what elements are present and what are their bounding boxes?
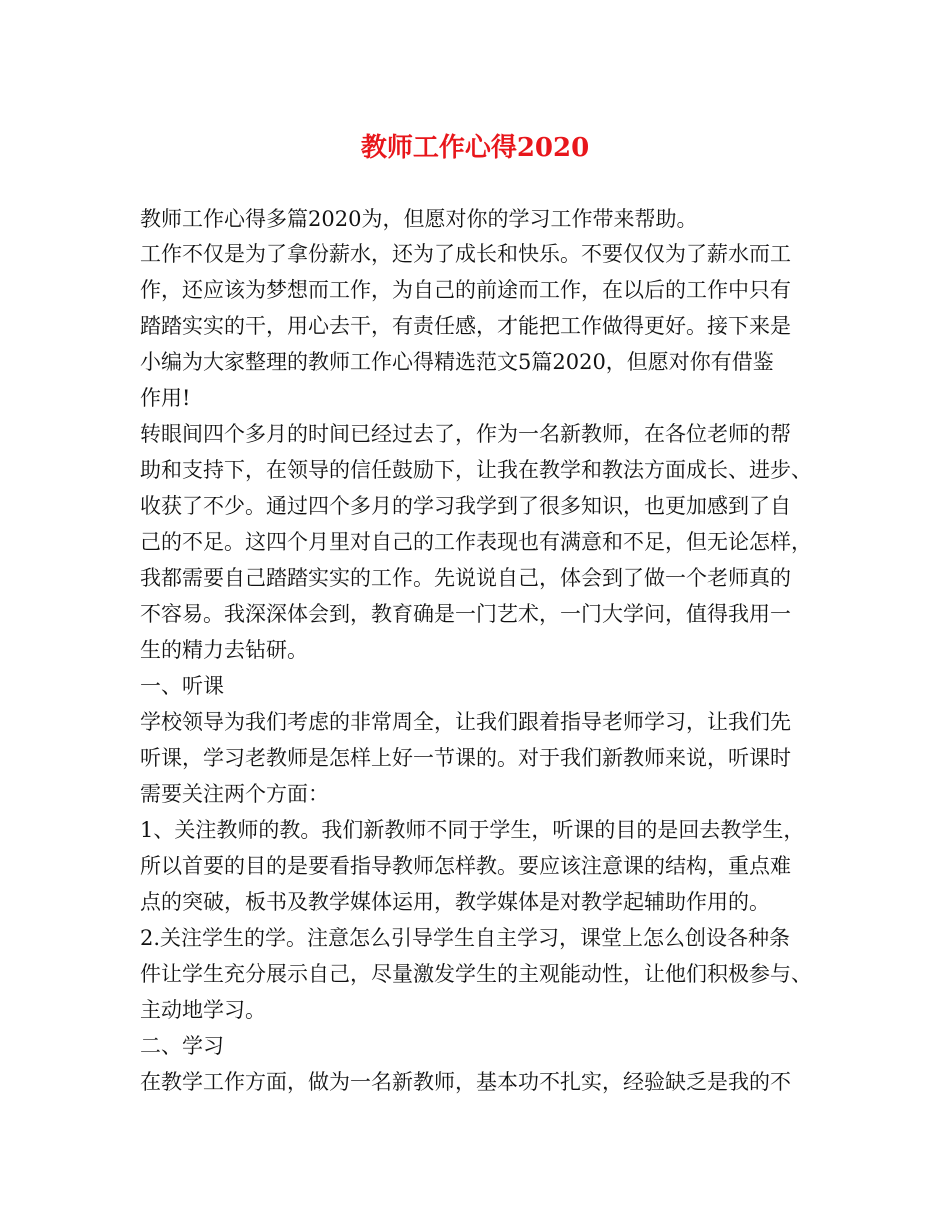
text-line: 所以首要的目的是要看指导教师怎样教。要应该注意课的结构，重点难 xyxy=(140,854,791,878)
text-line: 教师工作心得多篇2020为，但愿对你的学习工作带来帮助。 xyxy=(140,207,698,231)
text-line: 点的突破，板书及教学媒体运用，教学媒体是对教学起辅助作用的。 xyxy=(140,890,770,914)
text-line: 在教学工作方面，做为一名新教师，基本功不扎实，经验缺乏是我的不 xyxy=(140,1070,791,1094)
text-line: 踏踏实实的干，用心去干，有责任感，才能把工作做得更好。接下来是 xyxy=(140,314,791,338)
section-heading: 一、听课 xyxy=(140,674,224,698)
text-line: 需要关注两个方面： xyxy=(140,782,329,806)
text-line: 己的不足。这四个月里对自己的工作表现也有满意和不足，但无论怎样， xyxy=(140,530,812,554)
text-line: 听课，学习老教师是怎样上好一节课的。对于我们新教师来说，听课时 xyxy=(140,746,791,770)
text-line: 作用! xyxy=(140,386,191,410)
text-line: 工作不仅是为了拿份薪水，还为了成长和快乐。不要仅仅为了薪水而工 xyxy=(140,242,791,266)
document-title: 教师工作心得2020 xyxy=(360,133,590,163)
text-line: 助和支持下，在领导的信任鼓励下，让我在教学和教法方面成长、进步、 xyxy=(140,458,812,482)
text-line: 转眼间四个多月的时间已经过去了，作为一名新教师，在各位老师的帮 xyxy=(140,422,791,446)
text-line: 生的精力去钻研。 xyxy=(140,638,308,662)
text-line: 小编为大家整理的教师工作心得精选范文5篇2020，但愿对你有借鉴 xyxy=(140,350,774,374)
text-line: 2.关注学生的学。注意怎么引导学生自主学习，课堂上怎么创设各种条 xyxy=(140,926,791,950)
section-heading: 二、学习 xyxy=(140,1034,224,1058)
text-line: 1、关注教师的教。我们新教师不同于学生，听课的目的是回去教学生， xyxy=(140,818,805,842)
text-line: 学校领导为我们考虑的非常周全，让我们跟着指导老师学习，让我们先 xyxy=(140,710,791,734)
text-line: 作，还应该为梦想而工作，为自己的前途而工作，在以后的工作中只有 xyxy=(140,278,791,302)
text-line: 收获了不少。通过四个多月的学习我学到了很多知识，也更加感到了自 xyxy=(140,494,791,518)
text-line: 我都需要自己踏踏实实的工作。先说说自己，体会到了做一个老师真的 xyxy=(140,566,791,590)
text-line: 不容易。我深深体会到，教育确是一门艺术，一门大学问，值得我用一 xyxy=(140,602,791,626)
text-line: 主动地学习。 xyxy=(140,998,266,1022)
text-line: 件让学生充分展示自己，尽量激发学生的主观能动性，让他们积极参与、 xyxy=(140,962,812,986)
